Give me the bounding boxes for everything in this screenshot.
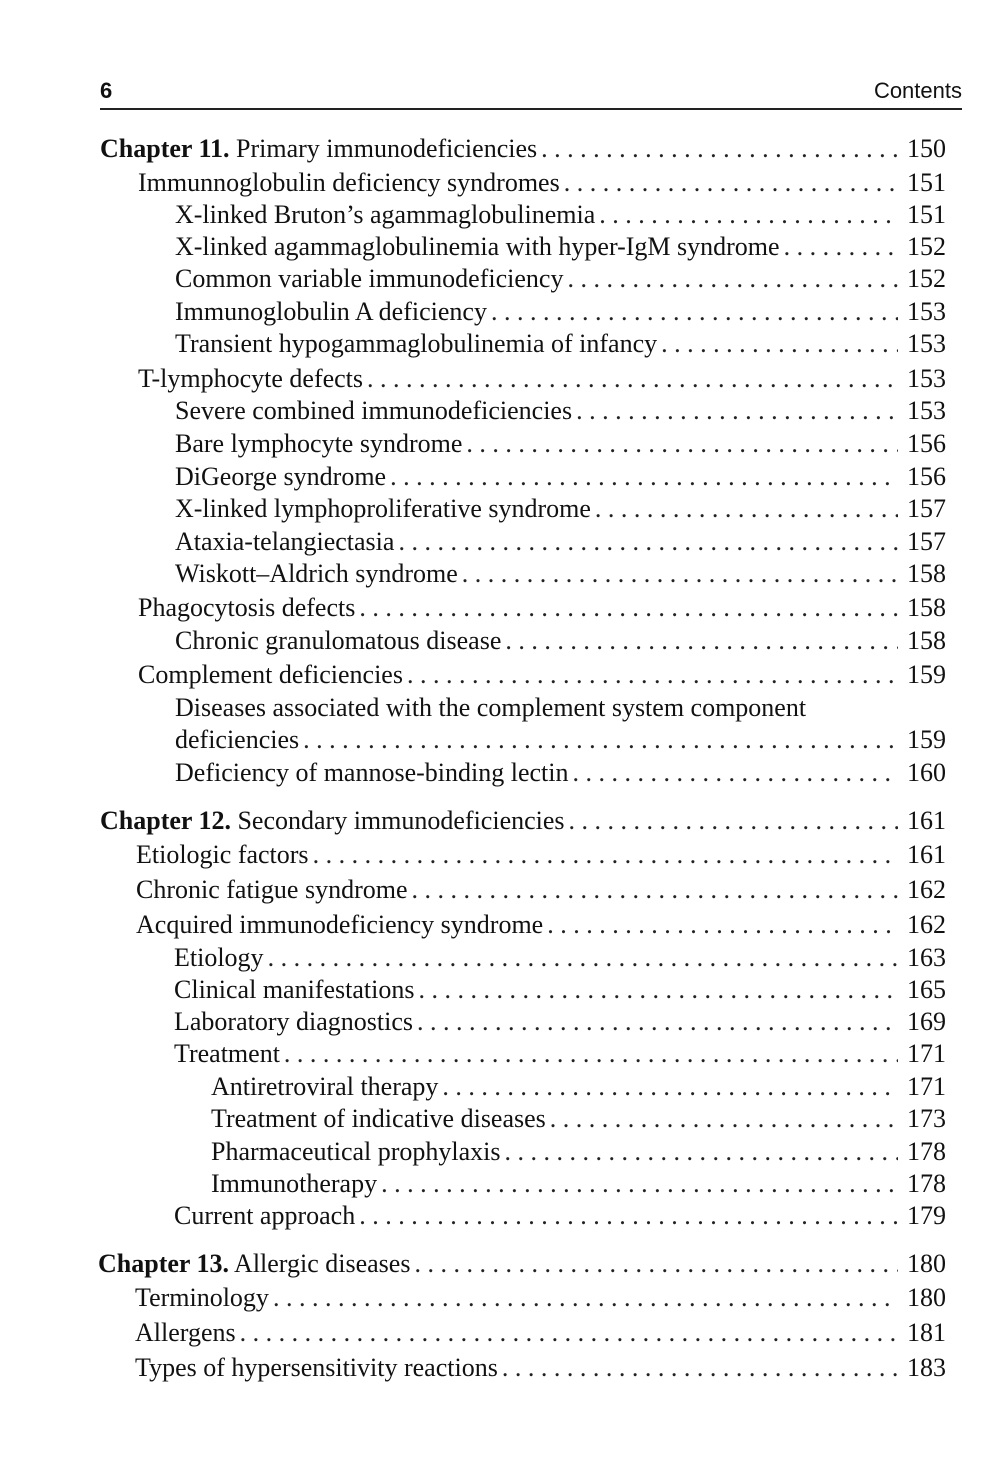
- leader-dots: [313, 839, 898, 871]
- leader-dots: [567, 263, 898, 295]
- page-ref: 173: [907, 1104, 946, 1133]
- section-title: Immunnoglobulin deficiency syndromes: [138, 168, 560, 197]
- page-ref: 180: [907, 1283, 946, 1312]
- leader-dots: [564, 167, 898, 199]
- leader-dots: [359, 1200, 898, 1232]
- subsubsection-title: Immunotherapy: [211, 1169, 378, 1198]
- page-ref: 171: [907, 1039, 946, 1068]
- page-ref: 169: [907, 1007, 946, 1036]
- leader-dots: [273, 1282, 898, 1314]
- subsection-title: Chronic granulomatous disease: [175, 626, 502, 655]
- subsection-title: deficiencies: [175, 725, 300, 754]
- toc-subsection[interactable]: [175, 461, 946, 493]
- page-ref: 158: [907, 626, 946, 655]
- toc-subsection[interactable]: [174, 1038, 946, 1070]
- toc-section[interactable]: [135, 1317, 946, 1349]
- subsection-title: X-linked Bruton’s agammaglobulinemia: [175, 200, 596, 229]
- page-ref: 157: [907, 527, 946, 556]
- subsection-title: Immunoglobulin A deficiency: [175, 297, 487, 326]
- section-title: Chronic fatigue syndrome: [136, 875, 408, 904]
- page-ref: 157: [907, 494, 946, 523]
- subsection-title: X-linked agammaglobulinemia with hyper-IgM syndrome: [175, 232, 780, 261]
- toc-subsubsection[interactable]: [211, 1136, 946, 1168]
- subsection-title: Deficiency of mannose-binding lectin: [175, 758, 569, 787]
- leader-dots: [547, 909, 898, 941]
- page-ref: 159: [907, 660, 946, 689]
- page-ref: 180: [907, 1249, 946, 1278]
- toc-subsection[interactable]: [175, 526, 946, 558]
- toc-subsection[interactable]: [175, 428, 946, 460]
- toc-section[interactable]: [138, 592, 946, 624]
- toc-chapter-12[interactable]: [100, 805, 946, 837]
- leader-dots: [569, 805, 898, 837]
- toc-section[interactable]: [136, 909, 946, 941]
- toc-subsection[interactable]: [175, 199, 946, 231]
- section-title: Etiologic factors: [136, 840, 309, 869]
- toc-section[interactable]: [136, 839, 946, 871]
- leader-dots: [359, 592, 898, 624]
- page-ref: 151: [907, 168, 946, 197]
- chapter-label: Chapter 12.: [100, 806, 231, 835]
- subsection-title: Etiology: [174, 943, 264, 972]
- subsubsection-title: Pharmaceutical prophylaxis: [211, 1137, 501, 1166]
- toc-subsection[interactable]: [174, 1006, 946, 1038]
- section-title: Terminology: [135, 1283, 269, 1312]
- toc-subsection[interactable]: [175, 724, 946, 756]
- leader-dots: [412, 874, 899, 906]
- toc-section[interactable]: [135, 1352, 946, 1384]
- toc-section[interactable]: [138, 659, 946, 691]
- section-title: Acquired immunodeficiency syndrome: [136, 910, 544, 939]
- page-ref: 153: [907, 364, 946, 393]
- leader-dots: [462, 558, 898, 590]
- toc-subsection[interactable]: [175, 395, 946, 427]
- page-ref: 158: [907, 593, 946, 622]
- toc-subsection[interactable]: [175, 231, 946, 263]
- leader-dots: [661, 328, 898, 360]
- toc-subsection[interactable]: [175, 263, 946, 295]
- subsection-title: Current approach: [174, 1201, 356, 1230]
- page-ref: 150: [907, 134, 946, 163]
- leader-dots: [303, 724, 898, 756]
- leader-dots: [505, 625, 898, 657]
- page-ref: 181: [907, 1318, 946, 1347]
- page-ref: 152: [907, 232, 946, 261]
- leader-dots: [367, 363, 898, 395]
- toc-subsection[interactable]: [174, 942, 946, 974]
- subsection-title: Bare lymphocyte syndrome: [175, 429, 463, 458]
- toc-section[interactable]: [135, 1282, 946, 1314]
- subsection-title-line1: Diseases associated with the complement system component: [175, 693, 807, 722]
- subsection-title: Ataxia-telangiectasia: [175, 527, 395, 556]
- section-title: T-lymphocyte defects: [138, 364, 364, 393]
- page-ref: 162: [907, 910, 946, 939]
- toc-subsection[interactable]: [175, 625, 946, 657]
- running-header-title: Contents: [873, 78, 962, 103]
- page-ref: 160: [907, 758, 946, 787]
- leader-dots: [595, 493, 898, 525]
- toc-subsection[interactable]: [174, 974, 946, 1006]
- page-ref: 153: [907, 297, 946, 326]
- leader-dots: [418, 974, 898, 1006]
- page-number: 6: [100, 78, 113, 103]
- subsection-title: Transient hypogammaglobulinemia of infancy: [175, 329, 658, 358]
- leader-dots: [407, 659, 898, 691]
- page-ref: 183: [907, 1353, 946, 1382]
- leader-dots: [284, 1038, 898, 1070]
- toc-chapter-13[interactable]: [98, 1248, 946, 1280]
- page-ref: 151: [907, 200, 946, 229]
- leader-dots: [390, 461, 898, 493]
- section-title: Types of hypersensitivity reactions: [135, 1353, 498, 1382]
- leader-dots: [599, 199, 898, 231]
- subsection-title: Laboratory diagnostics: [174, 1007, 413, 1036]
- page-ref: 179: [907, 1201, 946, 1230]
- toc-section[interactable]: [138, 167, 946, 199]
- page-ref: 163: [907, 943, 946, 972]
- leader-dots: [398, 526, 898, 558]
- toc-subsection[interactable]: [175, 558, 946, 590]
- page-ref: 162: [907, 875, 946, 904]
- subsubsection-title: Antiretroviral therapy: [211, 1072, 439, 1101]
- toc-subsection[interactable]: [175, 328, 946, 360]
- leader-dots: [576, 395, 898, 427]
- leader-dots: [541, 133, 898, 165]
- chapter-title: Primary immunodeficiencies: [236, 134, 538, 163]
- leader-dots: [572, 757, 898, 789]
- page-ref: 158: [907, 559, 946, 588]
- subsection-title: DiGeorge syndrome: [175, 462, 387, 491]
- subsection-title: Treatment: [174, 1039, 280, 1068]
- subsection-title: Clinical manifestations: [174, 975, 415, 1004]
- page-ref: 156: [907, 462, 946, 491]
- leader-dots: [268, 942, 898, 974]
- page-ref: 153: [907, 396, 946, 425]
- section-title: Allergens: [135, 1318, 236, 1347]
- leader-dots: [505, 1136, 898, 1168]
- chapter-title: Allergic diseases: [234, 1249, 411, 1278]
- leader-dots: [784, 231, 898, 263]
- subsection-title: Wiskott–Aldrich syndrome: [175, 559, 458, 588]
- page-ref: 153: [907, 329, 946, 358]
- toc-subsubsection[interactable]: [211, 1071, 946, 1103]
- page-ref: 178: [907, 1169, 946, 1198]
- page-ref: 161: [907, 806, 946, 835]
- section-title: Complement deficiencies: [138, 660, 403, 689]
- toc-subsection[interactable]: [175, 757, 946, 789]
- page-ref: 159: [907, 725, 946, 754]
- leader-dots: [417, 1006, 898, 1038]
- subsection-title: Common variable immunodeficiency: [175, 264, 564, 293]
- section-title: Phagocytosis defects: [138, 593, 356, 622]
- toc-subsection[interactable]: [175, 493, 946, 525]
- leader-dots: [381, 1168, 898, 1200]
- chapter-label: Chapter 11.: [100, 134, 230, 163]
- page-ref: 165: [907, 975, 946, 1004]
- running-header: [100, 76, 962, 110]
- page-ref: 161: [907, 840, 946, 869]
- leader-dots: [550, 1103, 898, 1135]
- leader-dots: [466, 428, 898, 460]
- page-ref: 156: [907, 429, 946, 458]
- leader-dots: [502, 1352, 898, 1384]
- leader-dots: [414, 1248, 898, 1280]
- page-ref: 178: [907, 1137, 946, 1166]
- page-ref: 171: [907, 1072, 946, 1101]
- page-ref: 152: [907, 264, 946, 293]
- chapter-title: Secondary immunodeficiencies: [237, 806, 565, 835]
- leader-dots: [240, 1317, 898, 1349]
- chapter-label: Chapter 13.: [98, 1249, 229, 1278]
- toc-subsubsection[interactable]: [211, 1168, 946, 1200]
- toc-section[interactable]: [136, 874, 946, 906]
- toc-subsubsection[interactable]: [211, 1103, 946, 1135]
- subsection-title: X-linked lymphoproliferative syndrome: [175, 494, 591, 523]
- toc-chapter-11[interactable]: [100, 133, 946, 165]
- subsection-title: Severe combined immunodeficiencies: [175, 396, 573, 425]
- leader-dots: [442, 1071, 898, 1103]
- toc-subsection[interactable]: [175, 296, 946, 328]
- toc-section[interactable]: [138, 363, 946, 395]
- subsubsection-title: Treatment of indicative diseases: [211, 1104, 546, 1133]
- leader-dots: [491, 296, 898, 328]
- toc-subsection[interactable]: [174, 1200, 946, 1232]
